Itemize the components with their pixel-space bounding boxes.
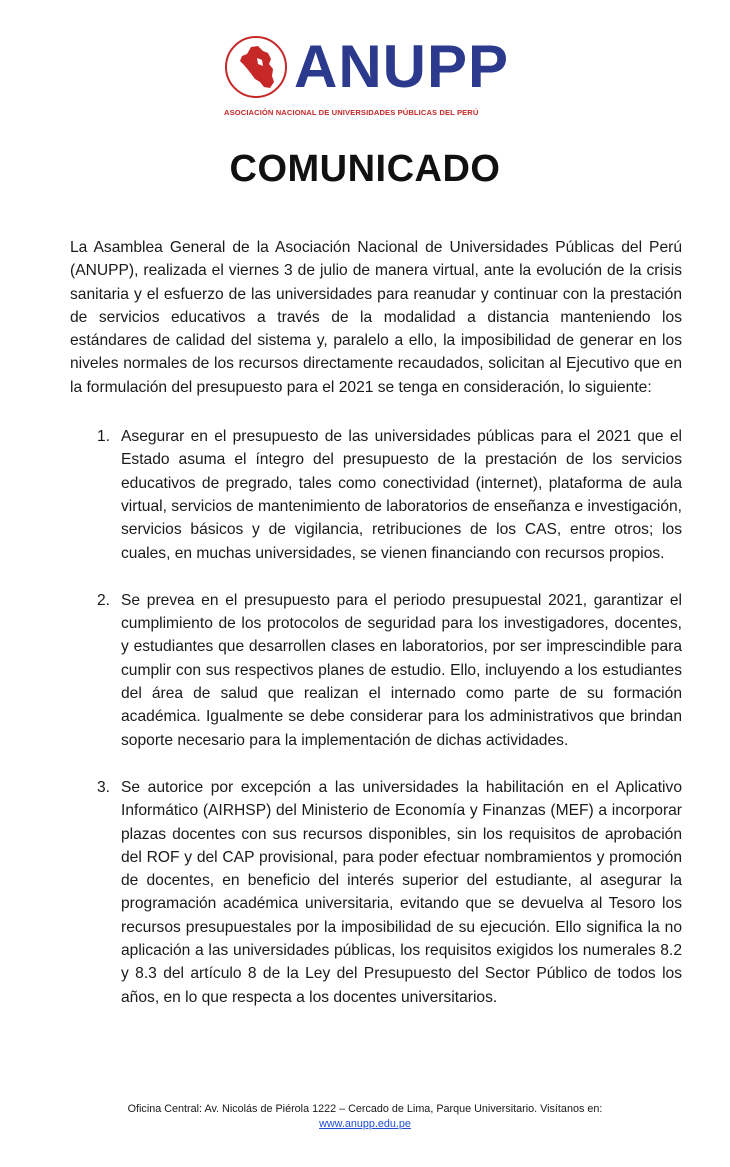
list-item <box>70 776 682 1009</box>
list-item-text: Asegurar en el presupuesto de las universidades públicas para el 2021 que el Estado asuma el íntegro del presupuesto de la prestación de los servicios educativos de pregrado, tales como conectividad (internet), plataforma de aula virtual, servicios de mantenimiento de laboratorios de enseñanza e investigación, servicios básicos y de vigilancia, retribuciones de los CAS, entre otros; los cuales, en muchas universidades, se vienen financiando con recursos propios. <box>121 428 682 562</box>
request-list <box>70 425 682 1009</box>
footer-address: Oficina Central: Av. Nicolás de Piérola 1222 – Cercado de Lima, Parque Universitario. Visítanos en: <box>127 1103 603 1115</box>
document-body <box>70 236 682 1009</box>
logo-name: ANUPP <box>294 33 510 100</box>
list-item-number: 2. <box>97 591 111 609</box>
list-item-text: Se autorice por excepción a las universidades la habilitación en el Aplicativo Informático (AIRHSP) del Ministerio de Economía y Finanzas (MEF) a incorporar plazas docentes con sus recursos disponibles, sin los requisitos de aprobación del ROF y del CAP provisional, para poder efectuar nombramientos y promoción de docentes, en beneficio del interés superior del estudiante, al asegurar la programación académica universitaria, evitando que se devuelva al Tesoro los recursos presupuestales por la imposibilidad de su ejecución. Ello significa la no aplicación a las universidades públicas, los requisitos exigidos los numerales 8.2 y 8.3 del artículo 8 de la Ley del Presupuesto del Sector Público de todos los años, en lo que respecta a los docentes universitarios. <box>121 778 682 1006</box>
list-item-number: 3. <box>97 778 111 796</box>
website-link[interactable]: www.anupp.edu.pe <box>319 1118 411 1130</box>
footer <box>0 1102 730 1132</box>
list-item <box>70 589 682 752</box>
logo-subtitle: ASOCIACIÓN NACIONAL DE UNIVERSIDADES PÚBLICAS DEL PERÚ <box>224 108 479 117</box>
list-item <box>70 425 682 565</box>
intro-paragraph: La Asamblea General de la Asociación Nacional de Universidades Públicas del Perú (ANUPP), realizada el viernes 3 de julio de manera virtual, ante la evolución de la crisis sanitaria y el esfuerzo de las universidades para reanudar y continuar con la prestación de servicios educativos a través de la modalidad a distancia manteniendo los estándares de calidad del sistema y, paralelo a ello, la imposibilidad de generar en los niveles normales de los recursos directamente recaudados, solicitan al Ejecutivo que en la formulación del presupuesto para el 2021 se tenga en consideración, lo siguiente: <box>70 239 682 396</box>
page-title: COMUNICADO <box>229 148 501 190</box>
peru-map-icon <box>225 36 287 98</box>
list-item-number: 1. <box>97 428 111 446</box>
header <box>0 28 730 123</box>
list-item-text: Se prevea en el presupuesto para el periodo presupuestal 2021, garantizar el cumplimiento de los protocolos de seguridad para los investigadores, docentes, y estudiantes que desarrollen clases en laboratorios, por ser imprescindible para cumplir con sus respectivos planes de estudio. Ello, incluyendo a los estudiantes del área de salud que realizan el internado como parte de su formación académica. Igualmente se debe considerar para los administrativos que brindan soporte necesario para la implementación de dichas actividades. <box>121 591 682 749</box>
